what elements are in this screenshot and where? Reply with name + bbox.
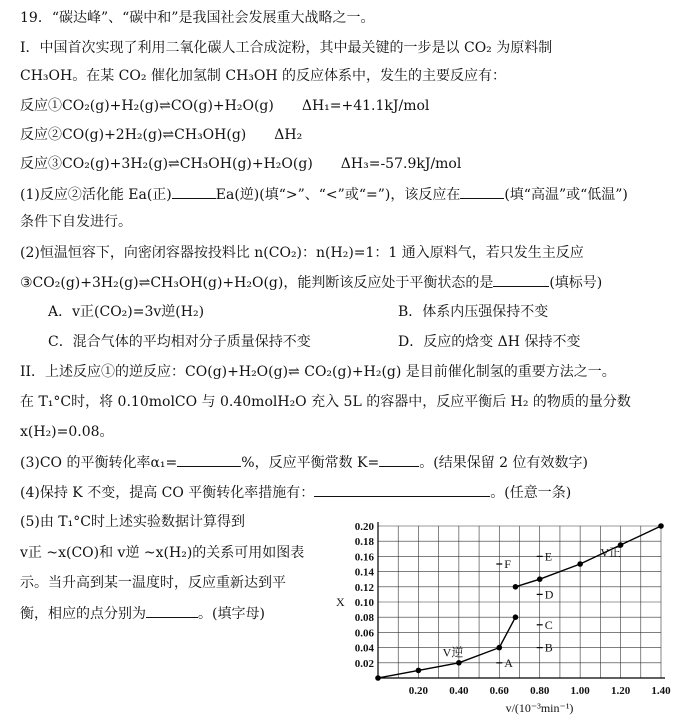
q3-part-b: %，反应平衡常数 K= (241, 455, 380, 471)
point-label-E: E (544, 549, 553, 564)
x-tick-label: 0.20 (408, 685, 429, 697)
question-4 (20, 482, 571, 503)
q4-part-b: 。(任意一条) (490, 485, 572, 501)
y-tick-label: 0.18 (354, 536, 374, 549)
x-tick-label: 0.40 (449, 685, 469, 697)
y-tick-label: 0.16 (354, 551, 374, 564)
question-title: 19．“碳达峰”、“碳中和”是我国社会发展重大战略之一。 (20, 10, 375, 26)
question-2: (2)恒温恒容下，向密闭容器按投料比 n(CO₂)：n(H₂)=1：1 通入原料气，若只发生主反应 (20, 245, 584, 261)
q1-part-c: (填“高温”或“低温”) (504, 187, 628, 203)
point-label-F: F (504, 557, 511, 571)
series-dot (513, 584, 519, 590)
point-label-D: D (544, 587, 554, 602)
question-5-cont-1: v正 ~x(CO)和 v逆 ~x(H₂)的关系可用如图表 (20, 545, 305, 561)
question-5-cont-3 (20, 603, 265, 624)
question-5-cont-2: 示。当升高到某一温度时，反应重新达到平 (20, 575, 286, 591)
series-dot (456, 660, 462, 666)
q3-part-a: (3)CO 的平衡转化率α₁= (20, 455, 178, 471)
reaction-2: 反应②CO(g)+2H₂(g)⇌CH₃OH(g) ΔH₂ (20, 127, 303, 143)
question-1 (20, 184, 628, 205)
x-axis-label: v/(10⁻³min⁻¹) (505, 701, 574, 715)
option-c: C．混合气体的平均相对分子质量保持不变 (48, 334, 311, 350)
series-dot (658, 523, 664, 529)
point-label-C: C (544, 617, 553, 632)
x-tick-label: 1.00 (570, 685, 590, 697)
part-i-intro: I．中国首次实现了利用二氧化碳人工合成淀粉，其中最关键的一步是以 CO₂ 为原料制 (20, 40, 553, 56)
y-tick-label: 0.06 (354, 627, 374, 640)
q5-blank[interactable] (146, 603, 198, 618)
question-1-cont: 条件下自发进行。 (20, 214, 132, 230)
reaction-1: 反应①CO₂(g)+H₂(g)⇌CO(g)+H₂O(g) ΔH₁=+41.1kJ/mol (20, 98, 430, 114)
part-i-intro-cont: CH₃OH。在某 CO₂ 催化加氢制 CH₃OH 的反应体系中，发生的主要反应有： (20, 68, 507, 84)
question-2-cont (20, 272, 602, 293)
y-tick-label: 0.04 (354, 642, 374, 655)
series-dot (375, 675, 381, 681)
x-tick-label: 1.40 (651, 685, 671, 697)
y-tick-label: 0.10 (354, 597, 374, 609)
option-b: B．体系内压强保持不变 (398, 304, 549, 320)
series-dot (513, 614, 519, 620)
y-tick-label: 0.20 (354, 521, 374, 533)
q3-part-c: 。(结果保留 2 位有效数字) (419, 455, 588, 471)
option-d: D．反应的焓变 ΔH 保持不变 (398, 334, 581, 350)
q2-part-a: ③CO₂(g)+3H₂(g)⇌CH₃OH(g)+H₂O(g)，能判断该反应处于平衡状态的是 (20, 275, 494, 291)
v-zheng-label: V正 (600, 545, 622, 560)
q3-blank-2[interactable] (379, 452, 419, 467)
y-axis-label: X (336, 595, 345, 609)
q4-part-a: (4)保持 K 不变，提高 CO 平衡转化率措施有： (20, 485, 315, 501)
point-label-A: A (504, 655, 513, 670)
q1-part-b: Ea(逆)(填“>”、“<”或“=”)，该反应在 (215, 187, 461, 203)
q5-part-b: 。(填字母) (198, 606, 265, 622)
q3-blank-1[interactable] (177, 452, 241, 467)
chart-labels (443, 545, 621, 669)
rate-chart (330, 516, 690, 716)
y-tick-label: 0.08 (354, 612, 374, 625)
q5-part-a: 衡，相应的点分别为 (20, 606, 146, 622)
q4-blank[interactable] (314, 482, 490, 497)
series-dot (537, 576, 543, 582)
q1-part-a: (1)反应②活化能 Ea(正) (20, 187, 172, 203)
point-label-B: B (544, 640, 553, 655)
option-a: A．v正(CO₂)=3v逆(H₂) (48, 304, 205, 320)
y-tick-label: 0.14 (354, 566, 374, 579)
q2-blank[interactable] (493, 272, 549, 287)
q2-part-b: (填标号) (549, 275, 603, 291)
x-tick-label: 0.60 (489, 685, 509, 697)
series-dot (416, 668, 422, 674)
part-ii-conditions: 在 T₁°C时，将 0.10molCO 与 0.40molH₂O 充入 5L 的容器中，反应平衡后 H₂ 的物质的量分数 (20, 394, 631, 410)
series-dot (577, 561, 583, 567)
question-3 (20, 452, 588, 473)
question-5: (5)由 T₁°C时上述实验数据计算得到 (20, 514, 245, 530)
part-ii-fraction: x(H₂)=0.08。 (20, 424, 114, 440)
reaction-3: 反应③CO₂(g)+3H₂(g)⇌CH₃OH(g)+H₂O(g) ΔH₃=-57.9kJ/mol (20, 156, 462, 172)
v-ni-label: V逆 (442, 645, 464, 660)
part-ii-intro: II．上述反应①的逆反应：CO(g)+H₂O(g)⇌ CO₂(g)+H₂(g) 是目前催化制氢的重要方法之一。 (20, 364, 616, 380)
x-tick-label: 1.20 (610, 685, 631, 697)
q1-blank-2[interactable] (460, 184, 504, 199)
y-tick-label: 0.12 (354, 581, 374, 594)
y-tick-label: 0.02 (354, 657, 374, 670)
series-dot (496, 645, 502, 651)
x-tick-label: 0.80 (530, 685, 550, 697)
q1-blank-1[interactable] (172, 184, 216, 199)
